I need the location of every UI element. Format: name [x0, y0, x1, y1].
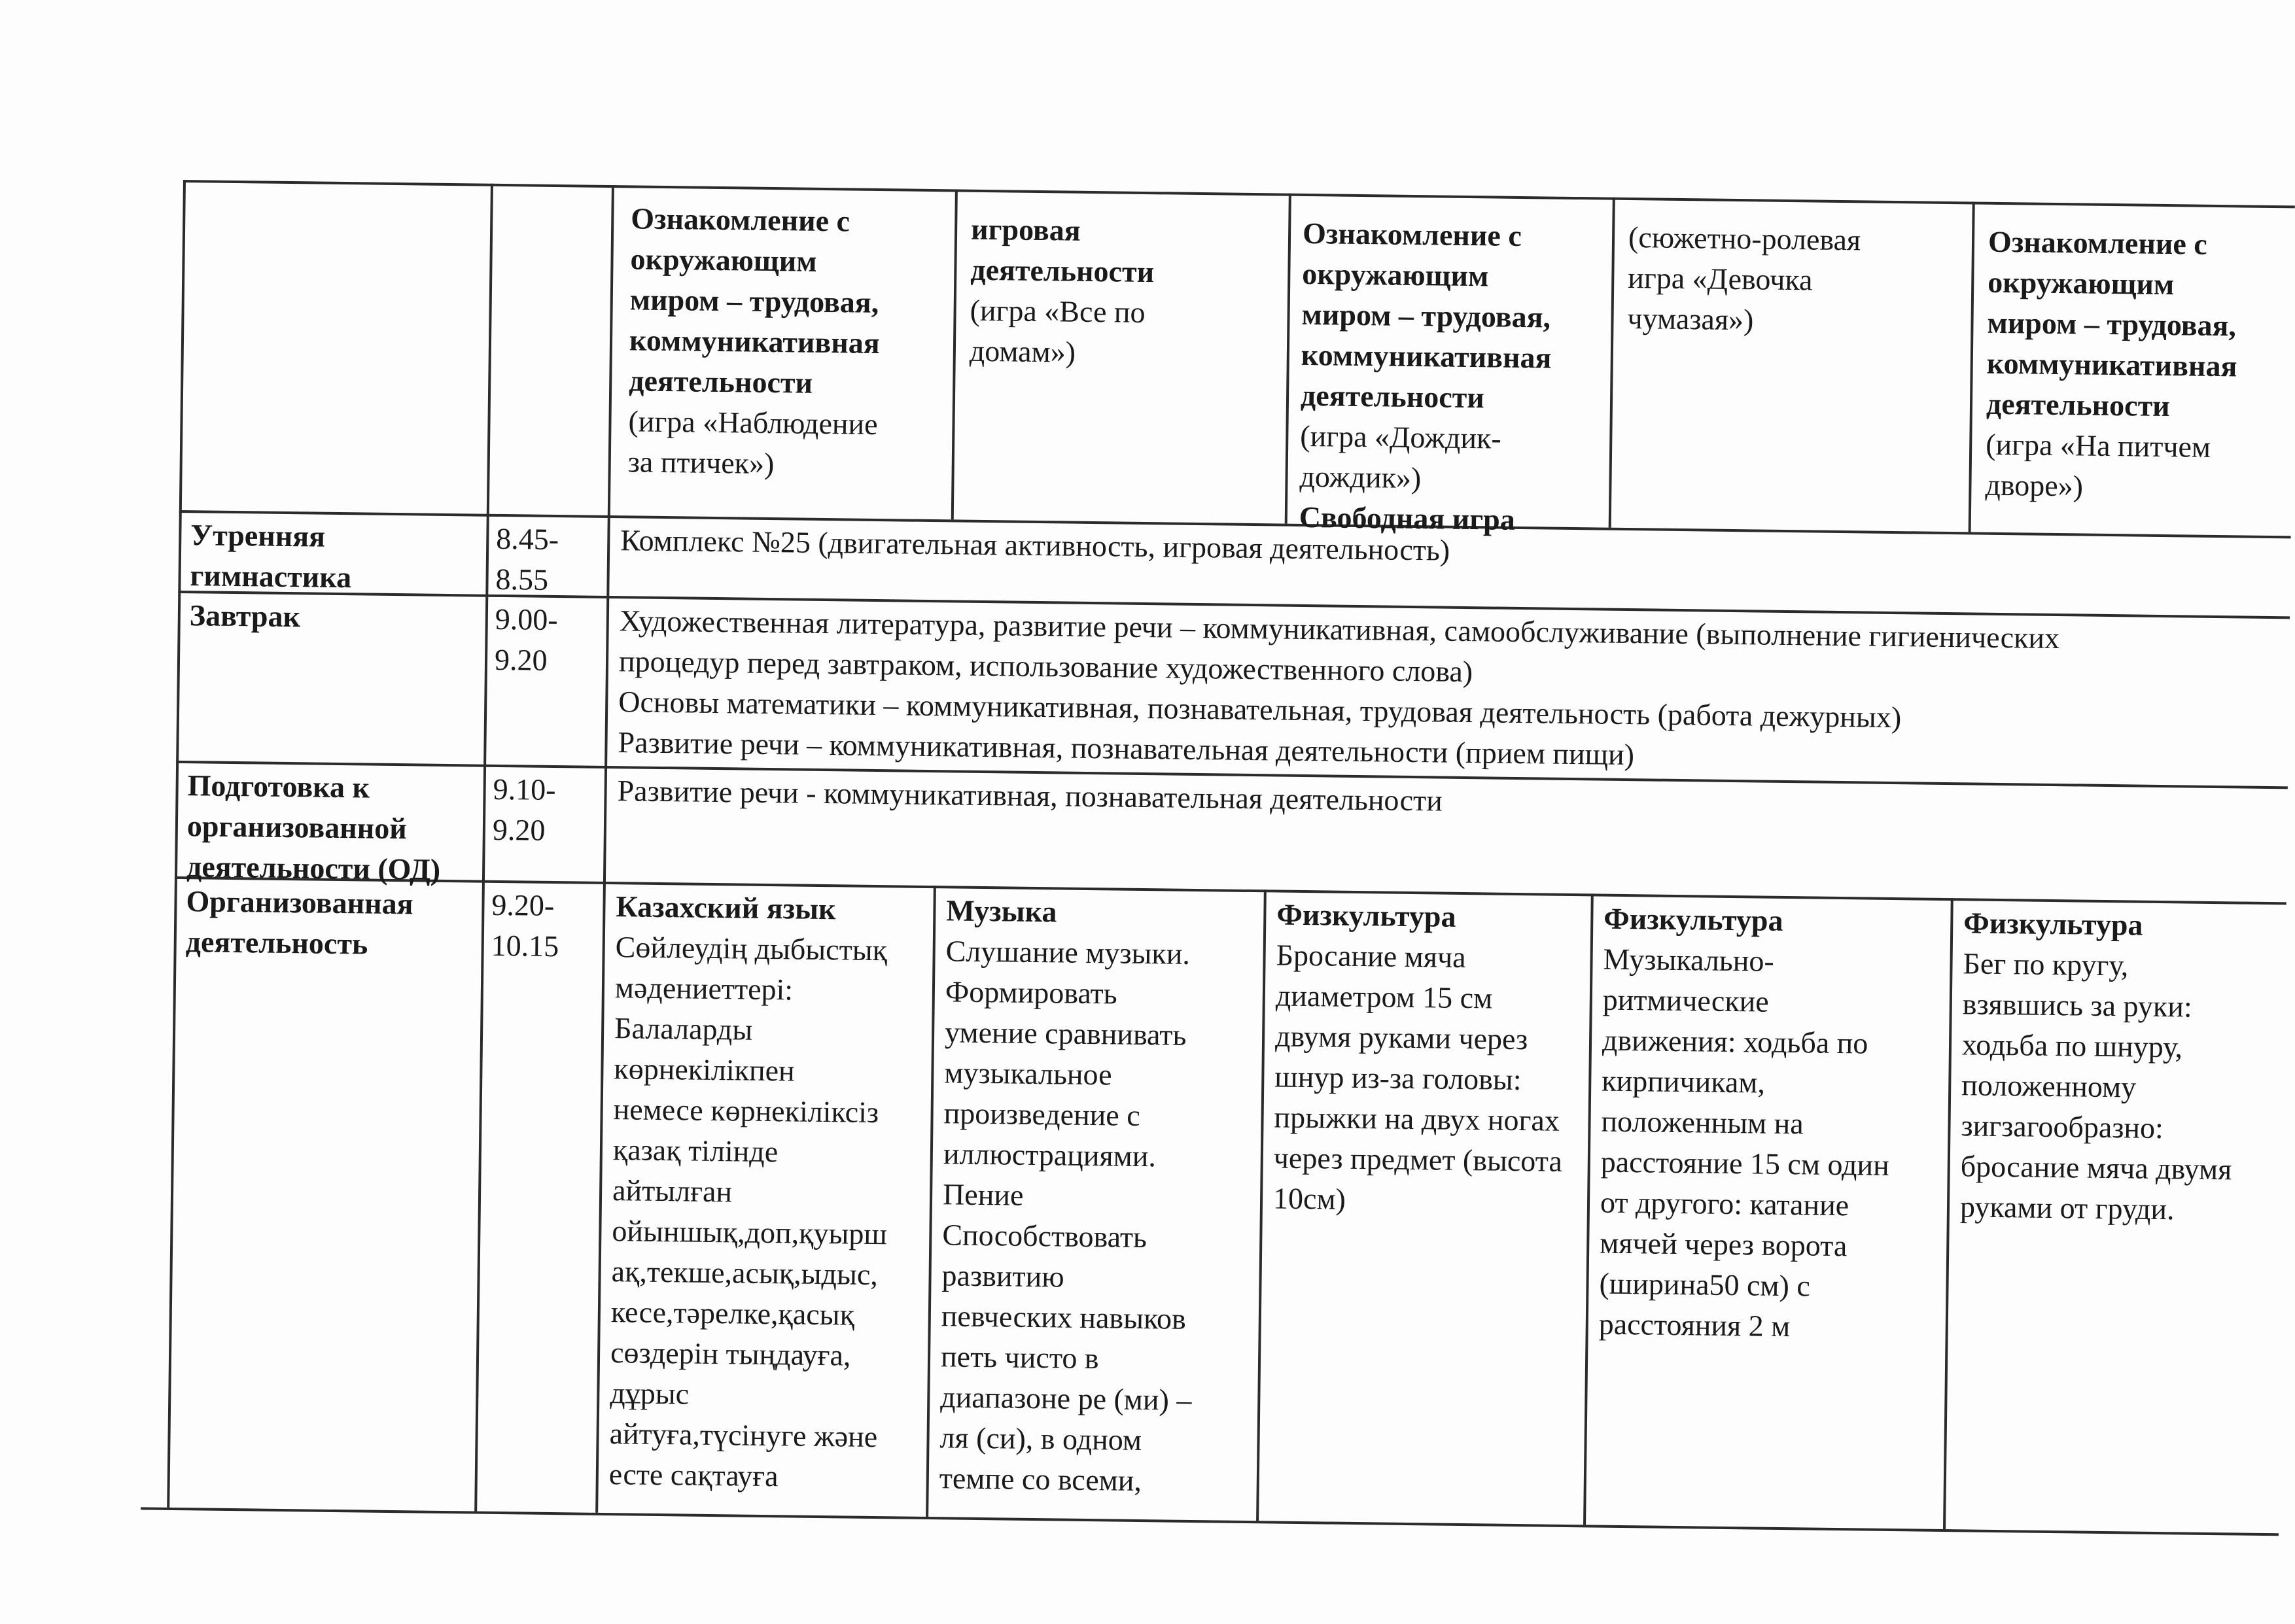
od-cell-line: через предмет (высота	[1273, 1141, 1563, 1178]
table-vline	[1969, 201, 1975, 532]
row-time: 9.00-	[495, 602, 558, 637]
od-cell-line: положенному	[1961, 1068, 2137, 1104]
header-cell-line: за птичек»)	[627, 445, 775, 481]
od-cell-line: бросание мяча двумя	[1960, 1149, 2232, 1186]
od-cell-line: темпе со всеми,	[939, 1461, 1142, 1498]
header-cell-bold-line: Ознакомление с	[631, 201, 850, 238]
row-content: Развитие речи - коммуникативная, познавательная деятельности	[617, 774, 1443, 818]
row-content: Основы математики – коммуникативная, познавательная, трудовая деятельность (работа дежурных)	[618, 685, 1902, 734]
od-cell-line: айтылған	[612, 1173, 733, 1209]
header-cell-line: домам»)	[969, 334, 1076, 369]
od-cell-line: диапазоне ре (ми) –	[940, 1380, 1192, 1417]
header-cell-bold-line: миром – трудовая,	[1301, 297, 1551, 334]
header-cell-bold-line: миром – трудовая,	[1987, 305, 2237, 343]
od-cell-line: шнур из-за головы:	[1274, 1060, 1522, 1097]
od-cell-line: Бег по кругу,	[1963, 946, 2129, 982]
od-cell-title: Физкультура	[1603, 901, 1783, 937]
od-cell-line: сөздерін тыңдауға,	[610, 1336, 851, 1372]
header-cell-bold-line: окружающим	[1302, 256, 1489, 293]
header-cell-bold-line: коммуникативная	[1301, 337, 1552, 375]
table-vline	[1285, 194, 1291, 524]
od-cell-line: Сөйлеудің дыбыстық	[615, 930, 888, 967]
header-cell-line: (игра «Дождик-	[1300, 419, 1502, 455]
row-name: организованной	[186, 809, 408, 846]
row-name: Завтрак	[189, 598, 301, 634]
od-cell-line: Слушание музыки.	[945, 934, 1191, 971]
od-cell-line: ритмические	[1602, 982, 1770, 1018]
od-cell-title: Казахский язык	[616, 890, 836, 926]
od-cell-line: диаметром 15 см	[1275, 978, 1493, 1015]
od-cell-title: Музыка	[946, 893, 1057, 929]
row-time: 9.20	[492, 812, 546, 847]
table-vline	[167, 180, 186, 1508]
header-cell-line: (игра «Наблюдение	[628, 404, 878, 441]
header-cell-bold-line: коммуникативная	[1986, 346, 2237, 383]
od-cell-line: расстояние 15 см один	[1600, 1145, 1890, 1182]
table-vline	[1609, 198, 1615, 528]
header-cell-line: (игра «На питчем	[1985, 427, 2211, 464]
od-cell-line: мячей через ворота	[1599, 1226, 1848, 1263]
header-cell-line: дождик»)	[1299, 459, 1422, 495]
header-cell-bold-line: окружающим	[1987, 265, 2175, 302]
row-content: Развитие речи – коммуникативная, познавательная деятельности (прием пищи)	[618, 725, 1635, 772]
od-cell-line: взявшись за руки:	[1962, 987, 2193, 1024]
row-content: Художественная литература, развитие речи – коммуникативная, самообслуживание (выполнение гигиенических	[619, 604, 2060, 655]
header-cell-bold-line: Ознакомление с	[1302, 216, 1522, 252]
table-vline	[474, 184, 493, 1512]
header-cell-bold-line: деятельности	[1300, 378, 1485, 415]
od-cell-line: развитию	[941, 1258, 1064, 1294]
od-cell-line: расстояния 2 м	[1598, 1307, 1791, 1343]
row-content: процедур перед завтраком, использование художественного слова)	[618, 644, 1473, 689]
header-cell-line: (сюжетно-ролевая	[1628, 220, 1861, 257]
od-cell-line: умение сравнивать	[944, 1015, 1187, 1052]
header-cell-line: чумазая»)	[1627, 301, 1754, 337]
row-time: 8.55	[495, 562, 549, 596]
od-cell-line: айтуға,түсінуге және	[609, 1417, 878, 1454]
table-vline	[1943, 898, 1953, 1529]
od-cell-line: от другого: катание	[1600, 1185, 1849, 1222]
header-cell-bold-line: игровая	[970, 212, 1081, 247]
od-cell-line: дұрыс	[610, 1376, 690, 1411]
od-cell-line: ля (си), в одном	[939, 1421, 1142, 1457]
od-cell-line: певческих навыков	[941, 1299, 1187, 1336]
od-cell-line: ойыншық,доп,қуырш	[612, 1214, 888, 1251]
od-cell-line: қазақ тілінде	[612, 1133, 779, 1169]
od-cell-title: Физкультура	[1276, 897, 1456, 933]
od-cell-line: Музыкально-	[1603, 942, 1775, 978]
od-cell-line: немесе көрнекіліксіз	[613, 1092, 879, 1130]
header-cell-bold-line: Свободная игра	[1299, 500, 1516, 536]
row-time: 9.10-	[493, 772, 556, 807]
od-cell-line: руками от груди.	[1959, 1190, 2175, 1226]
od-cell-line: Балаларды	[614, 1011, 753, 1046]
table-vline	[951, 189, 958, 519]
header-cell-bold-line: деятельности	[628, 364, 813, 400]
table-vline	[1583, 893, 1594, 1525]
od-cell-line: (ширина50 см) с	[1599, 1266, 1811, 1303]
od-cell-line: музыкальное	[944, 1056, 1112, 1092]
row-content: Комплекс №25 (двигательная активность, игровая деятельность)	[620, 523, 1450, 567]
table-hline	[183, 180, 2295, 208]
row-name: деятельность	[185, 925, 368, 961]
row-name: деятельности (ОД)	[186, 850, 441, 886]
od-cell-line: ходьба по шнуру,	[1961, 1028, 2183, 1064]
header-cell-line: игра «Девочка	[1628, 260, 1813, 297]
od-cell-line: Формировать	[945, 975, 1118, 1011]
od-cell-line: көрнекілікпен	[614, 1052, 795, 1088]
row-name: Организованная	[186, 884, 413, 921]
od-cell-title: Физкультура	[1963, 906, 2143, 942]
header-cell-bold-line: деятельности	[1986, 387, 2171, 423]
schedule-table	[167, 180, 2295, 1546]
row-name: Утренняя	[190, 518, 326, 553]
od-cell-line: движения: ходьба по	[1602, 1023, 1868, 1060]
od-cell-line: есте сақтауға	[608, 1457, 779, 1493]
od-cell-line: 10см)	[1272, 1181, 1346, 1216]
od-cell-line: Бросание мяча	[1276, 938, 1466, 975]
row-time: 10.15	[491, 928, 559, 963]
header-cell-line: дворе»)	[1985, 468, 2084, 503]
row-time: 9.20	[494, 642, 548, 677]
row-time: 8.45-	[496, 521, 559, 557]
od-cell-line: кирпичикам,	[1602, 1063, 1766, 1099]
od-cell-line: двумя руками через	[1274, 1019, 1528, 1056]
header-cell-bold-line: коммуникативная	[629, 323, 880, 360]
od-cell-line: ақ,текше,асық,ыдыс,	[611, 1254, 879, 1292]
header-cell-bold-line: деятельности	[970, 252, 1155, 289]
table-vline	[926, 886, 936, 1517]
header-cell-bold-line: миром – трудовая,	[629, 283, 879, 320]
header-cell-bold-line: окружающим	[630, 242, 817, 278]
od-cell-line: прыжки на двух ногах	[1274, 1100, 1560, 1137]
od-cell-line: кесе,тәрелке,қасық	[610, 1295, 855, 1332]
table-hline	[141, 1507, 2279, 1536]
od-cell-line: мәдениеттері:	[614, 971, 794, 1007]
od-cell-line: иллюстрациями.	[943, 1137, 1157, 1173]
row-name: Подготовка к	[187, 769, 370, 804]
table-vline	[1256, 890, 1267, 1521]
row-time: 9.20-	[491, 888, 555, 923]
od-cell-line: произведение с	[943, 1096, 1141, 1132]
header-cell-bold-line: Ознакомление с	[1988, 224, 2208, 261]
od-cell-line: положенным на	[1601, 1104, 1804, 1141]
od-cell-line: петь чисто в	[940, 1339, 1099, 1375]
od-cell-line: Пение	[942, 1177, 1024, 1212]
od-cell-line: зигзагообразно:	[1961, 1109, 2164, 1145]
od-cell-line: Способствовать	[942, 1218, 1148, 1254]
header-cell-line: (игра «Все по	[970, 293, 1146, 329]
row-name: гимнастика	[190, 559, 352, 595]
